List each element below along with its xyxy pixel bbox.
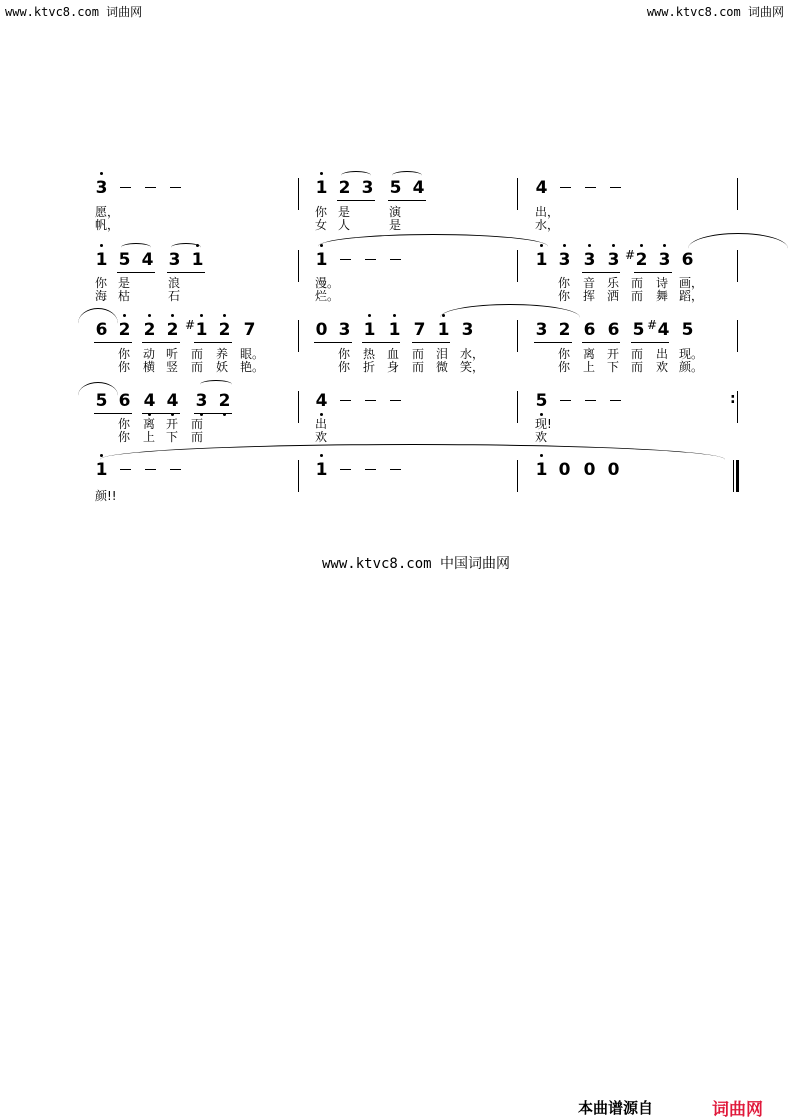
lyric: 颜!! (95, 489, 117, 503)
header-site-right[interactable] (647, 3, 784, 20)
note: 6 (607, 320, 620, 340)
lyric: 血 (387, 347, 400, 361)
note: 2 (142, 320, 157, 340)
lyric: 动 (143, 347, 156, 361)
note: 6 (118, 391, 131, 411)
lyric: 艳。 (240, 360, 265, 374)
note: 2 (217, 320, 232, 340)
lyric: 是 (338, 205, 351, 219)
hold-dash (365, 469, 376, 470)
note: 1 (362, 320, 377, 340)
note: 3 (535, 320, 548, 340)
lyric: 而 (631, 360, 644, 374)
lyric: 眼。 (240, 347, 265, 361)
underline (337, 200, 375, 201)
lyric: 现! (535, 417, 552, 431)
note: 4 (535, 178, 548, 198)
lyric: 蹈， (679, 289, 704, 303)
note: 3 (194, 391, 209, 411)
barline (298, 320, 299, 352)
lyric: 离 (143, 417, 156, 431)
score-line-5 (0, 460, 790, 535)
note: 3 (461, 320, 474, 340)
underline (194, 342, 232, 343)
note: 4 (141, 250, 154, 270)
underline (94, 342, 132, 343)
lyric: 是 (389, 218, 402, 232)
hold-dash (390, 469, 401, 470)
note: 1 (314, 460, 329, 480)
barline (298, 391, 299, 423)
note: 3 (582, 250, 597, 270)
lyric: 你 (558, 347, 571, 361)
lyric: 下 (166, 430, 179, 444)
note: 2 (217, 391, 232, 411)
hold-dash (145, 187, 156, 188)
lyric: 烂。 (315, 289, 340, 303)
lyric: 女 (315, 218, 328, 232)
hold-dash (585, 187, 596, 188)
header-url: www.ktvc8.com (646, 5, 741, 19)
underline (388, 200, 426, 201)
barline (737, 250, 738, 282)
note: 3 (557, 250, 572, 270)
underline (314, 342, 352, 343)
hold-dash (170, 187, 181, 188)
lyric: 你 (95, 276, 108, 290)
underline (582, 342, 620, 343)
lyric: 帆， (95, 218, 120, 232)
barline (517, 460, 518, 492)
hold-dash (120, 187, 131, 188)
note: 0 (607, 460, 620, 480)
footer-site-name: 中国词曲网 (440, 556, 511, 572)
final-barline (736, 460, 739, 492)
lyric: 现。 (679, 347, 704, 361)
lyric: 石 (168, 289, 181, 303)
score-line-1 (0, 178, 790, 253)
lyric: 身 (387, 360, 400, 374)
hold-dash (390, 400, 401, 401)
slur (341, 171, 371, 180)
hold-dash (340, 400, 351, 401)
header-site-name: 词曲网 (747, 5, 784, 19)
note: 4 (165, 391, 180, 411)
barline (737, 391, 738, 423)
hold-dash (340, 469, 351, 470)
underline (634, 272, 672, 273)
barline (737, 178, 738, 210)
underline (631, 342, 669, 343)
lyric: 音 (583, 276, 596, 290)
note: 3 (168, 250, 181, 270)
hold-dash (560, 187, 571, 188)
hold-dash (120, 469, 131, 470)
barline (733, 460, 734, 492)
slur (121, 243, 151, 252)
lyric: 微 (436, 360, 449, 374)
lyric: 而 (631, 347, 644, 361)
note: 0 (558, 460, 571, 480)
slur (171, 243, 201, 252)
footer-url: www.ktvc8.com (322, 556, 432, 572)
note: 3 (606, 250, 621, 270)
lyric: 你 (118, 360, 131, 374)
hold-dash (170, 469, 181, 470)
lyric: 水， (535, 218, 560, 232)
lyric: 上 (583, 360, 596, 374)
barline (517, 391, 518, 423)
lyric: 离 (583, 347, 596, 361)
note: 4 (412, 178, 425, 198)
hold-dash (610, 187, 621, 188)
note: 4 (314, 391, 329, 411)
note: 6 (583, 320, 596, 340)
lyric: 你 (118, 347, 131, 361)
hold-dash (560, 400, 571, 401)
lyric: 舞 (656, 289, 669, 303)
hold-dash (610, 400, 621, 401)
barline (517, 250, 518, 282)
lyric: 浪 (168, 276, 181, 290)
lyric: 而 (412, 347, 425, 361)
lyric: 是 (118, 276, 131, 290)
note: # 4 (647, 318, 670, 340)
repeat-dots: : (730, 391, 736, 407)
note: 3 (361, 178, 374, 198)
hold-dash (145, 469, 156, 470)
note: 1 (314, 178, 329, 198)
barline (517, 320, 518, 352)
underline (142, 342, 180, 343)
note: 0 (583, 460, 596, 480)
note: 3 (657, 250, 672, 270)
lyric: 乐 (607, 276, 620, 290)
underline (534, 342, 572, 343)
lyric: 笑， (460, 360, 485, 374)
hold-dash (390, 259, 401, 260)
underline (94, 413, 132, 414)
footer-site-link[interactable] (322, 553, 510, 573)
lyric: 你 (315, 205, 328, 219)
note: 0 (315, 320, 328, 340)
lyric: 而 (191, 417, 204, 431)
lyric: 漫。 (315, 276, 340, 290)
underline (142, 413, 180, 414)
note: 3 (338, 320, 351, 340)
note: 2 (165, 320, 180, 340)
lyric: 挥 (583, 289, 596, 303)
lyric: 而 (631, 289, 644, 303)
note: 2 (338, 178, 351, 198)
underline (362, 342, 400, 343)
lyric: 听 (166, 347, 179, 361)
barline (517, 178, 518, 210)
hold-dash (365, 400, 376, 401)
lyric: 你 (558, 289, 571, 303)
lyric: 而 (191, 360, 204, 374)
lyric: 海 (95, 289, 108, 303)
site-logo[interactable]: 词曲网 (712, 1100, 763, 1120)
note: 4 (142, 391, 157, 411)
underline (412, 342, 450, 343)
header-site-name: 词曲网 (106, 5, 143, 19)
hold-dash (585, 400, 596, 401)
lyric: 诗 (656, 276, 669, 290)
lyric: 下 (607, 360, 620, 374)
lyric: 欢 (315, 430, 328, 444)
barline (298, 250, 299, 282)
note: 7 (413, 320, 426, 340)
note: 5 (389, 178, 402, 198)
lyric: 你 (338, 347, 351, 361)
note: 1 (314, 250, 329, 270)
lyric: 开 (166, 417, 179, 431)
slur (200, 380, 232, 389)
note: 1 (534, 460, 549, 480)
lyric: 你 (338, 360, 351, 374)
lyric: 愿， (95, 205, 120, 219)
source-label: 本曲谱源自 (578, 1099, 654, 1117)
lyric: 水， (460, 347, 485, 361)
note: 2 (117, 320, 132, 340)
lyric: 妖 (216, 360, 229, 374)
lyric: 横 (143, 360, 156, 374)
barline (737, 320, 738, 352)
lyric: 开 (607, 347, 620, 361)
note: 1 (387, 320, 402, 340)
underline (117, 272, 155, 273)
barline (298, 178, 299, 210)
underline (167, 272, 205, 273)
note: 5 (534, 391, 549, 411)
lyric: 而 (191, 347, 204, 361)
note: # 1 (194, 320, 209, 340)
lyric: 上 (143, 430, 156, 444)
lyric: 你 (118, 430, 131, 444)
lyric: 而 (412, 360, 425, 374)
note: 5 (95, 391, 108, 411)
lyric: 养 (216, 347, 229, 361)
lyric: 热 (363, 347, 376, 361)
underline (194, 413, 232, 414)
lyric: 你 (118, 417, 131, 431)
score-line-3 (0, 320, 790, 395)
lyric: 欢 (535, 430, 548, 444)
barline (298, 460, 299, 492)
lyric: 出， (535, 205, 560, 219)
header-site-left[interactable] (5, 3, 142, 20)
note: 6 (95, 320, 108, 340)
header-url: www.ktvc8.com (5, 5, 99, 19)
note: 1 (534, 250, 549, 270)
hold-dash (340, 259, 351, 260)
note: # 2 (634, 250, 649, 270)
note: 5 (632, 320, 645, 340)
note: 1 (190, 250, 205, 270)
slur (392, 171, 422, 180)
note: 1 (94, 250, 109, 270)
lyric: 你 (558, 276, 571, 290)
note: 5 (118, 250, 131, 270)
note: 5 (681, 320, 694, 340)
lyric: 而 (631, 276, 644, 290)
lyric: 竖 (166, 360, 179, 374)
hold-dash (365, 259, 376, 260)
lyric: 你 (558, 360, 571, 374)
note: 1 (436, 320, 451, 340)
note: 1 (94, 460, 109, 480)
note: 2 (558, 320, 571, 340)
lyric: 折 (363, 360, 376, 374)
score-line-4 (0, 391, 790, 466)
note: 6 (681, 250, 694, 270)
lyric: 泪 (436, 347, 449, 361)
note: 3 (94, 178, 109, 198)
lyric: 画， (679, 276, 704, 290)
note: 7 (243, 320, 256, 340)
lyric: 洒 (607, 289, 620, 303)
lyric: 人 (338, 218, 351, 232)
lyric: 演 (389, 205, 402, 219)
underline (582, 272, 620, 273)
lyric: 枯 (118, 289, 131, 303)
lyric: 欢 (656, 360, 669, 374)
lyric: 而 (191, 430, 204, 444)
lyric: 颜。 (679, 360, 704, 374)
lyric: 出 (656, 347, 669, 361)
lyric: 出 (315, 417, 328, 431)
